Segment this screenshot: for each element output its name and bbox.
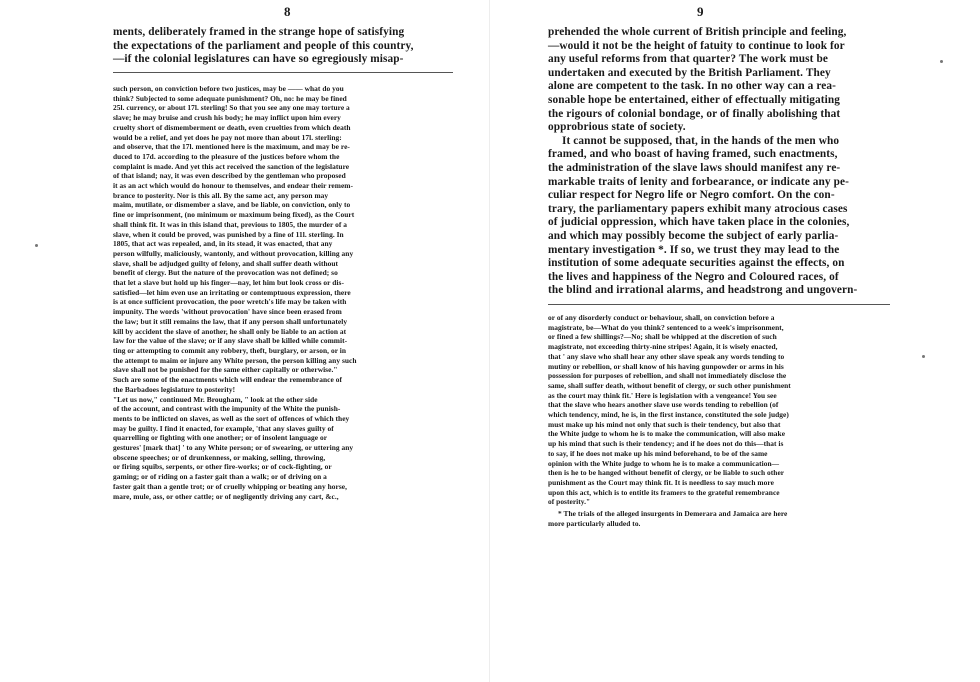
footnote-line: opinion with the White judge to whom he is to make a communication— (548, 458, 780, 468)
footnote-line: that the slave who hears another slave use words tending to rebellion (of (548, 400, 779, 410)
footnote-line: impunity. The words 'without provocation' have since been erased from (113, 307, 342, 317)
text-line: framed, and who boast of having framed, such enactments, (548, 148, 838, 161)
text-line: any useful reforms from that quarter? The work must be (548, 53, 828, 66)
footnote-line: slave, shall be adjudged guilty of felony, and shall suffer death without (113, 258, 339, 268)
footnote-line: complaint is made. And yet this act received the sanction of the legislature (113, 161, 350, 171)
text-line: the blind and irrational alarms, and headstrong and ungovern- (548, 284, 858, 297)
footnote-line: 25l. currency, or about 17l. sterling! So that you see any one may torture a (113, 103, 350, 113)
footnote-line: fine or imprisonment, (no minimum or maximum being fixed), as the Court (113, 210, 355, 220)
left-footnote-text (113, 84, 458, 501)
footnote-line: ting or attempting to commit any robbery, theft, burglary, or arson, or in (113, 345, 347, 355)
footnote-line: slave shall not be punished for the same either capitally or otherwise." (113, 365, 338, 375)
footnote-line: the law; but it still remains the law, that if any person shall unfortunately (113, 316, 348, 326)
footnote-line: as the court may think fit.' Here is legislation with a vengeance! You see (548, 390, 777, 400)
footnote-line: ments to be inflicted on slaves, as well as the sort of offences of which they (113, 413, 350, 423)
footnote-line: brance to posterity. Nor is this all. By the same act, any person may (113, 190, 329, 200)
footnote-line: mare, mule, ass, or other cattle; or of negligently driving any cart, &c., (113, 491, 339, 501)
footnote-line: faster gait than a gentle trot; or of cruelly whipping or beating any horse, (113, 481, 347, 491)
footnote-line: to say, if he does not make up his mind beforehand, to be of the same (548, 448, 768, 458)
text-line: undertaken and executed by the British Parliament. They (548, 66, 831, 79)
footnote-line: punishment as the Court may think fit. It is needless to say much more (548, 477, 774, 487)
footnote-line: of posterity." (548, 497, 591, 507)
footnote-divider (548, 304, 890, 305)
footnote-line: would be a relief, and yet does he pay not more than about 17l. sterling: (113, 132, 342, 142)
footnote-line: "Let us now," continued Mr. Brougham, " look at the other side (113, 394, 318, 404)
text-line: the expectations of the parliament and people of this country, (113, 39, 414, 52)
speck-mark (940, 60, 943, 63)
footnote-line: of the account, and contrast with the impunity of the White the punish- (113, 404, 341, 414)
footnote-line: Such are some of the enactments which will endear the remembrance of (113, 375, 342, 385)
footnote-line: which tendency, mind, he is, in the first instance, constituted the sole judge) (548, 410, 789, 420)
text-line: the administration of the slave laws should manifest any re- (548, 161, 841, 174)
footnote-line: duced to 17d. according to the pleasure of the justices before whom the (113, 151, 340, 161)
footnote-line: then is he to be hanged without benefit of clergy, or be liable to such other (548, 468, 785, 478)
footnote-line: must make up his mind not only that such is their tendency, but also that (548, 419, 781, 429)
text-line: opprobrious state of society. (548, 121, 686, 134)
footnote-line: or firing squibs, serpents, or other fire-works; or of cock-fighting, or (113, 462, 332, 472)
footnote-line: magistrate, not exceeding thirty-nine stripes! Again, it is wisely enacted, (548, 342, 778, 352)
text-line: —would it not be the height of fatuity to continue to look for (548, 39, 845, 52)
page-number-left: 8 (284, 4, 291, 19)
footnote-line: is at once sufficient provocation, the poor wretch's life may be taken with (113, 297, 347, 307)
text-line: of judicial oppression, which have taken place in the colonies, (548, 216, 850, 229)
right-footnote-text (548, 313, 893, 528)
right-page (490, 0, 980, 682)
footnote-line: obscene speeches; or of drunkenness, or making, selling, throwing, (113, 452, 326, 462)
text-line: culiar respect for Negro life or Negro comfort. On the con- (548, 189, 835, 202)
footnote-line: that let a slave but hold up his finger—nay, let him but look cross or dis- (113, 278, 344, 288)
right-main-text (548, 26, 893, 298)
footnote-line: that ' any slave who shall hear any other slave speak any words tending to (548, 351, 785, 361)
footnote-line: the White judge to whom he is to make the communication, will also make (548, 429, 786, 439)
footnote-line: benefit of clergy. But the nature of the provocation was not defined; so (113, 268, 338, 278)
footnote-line: such person, on conviction before two justices, may be —— what do you (113, 84, 344, 93)
footnote-line: slave; he may bruise and crush his body; he may inflict upon him every (113, 113, 341, 123)
footnote-line: cruelty short of dismemberment or death, even cruelties from which death (113, 122, 351, 132)
footnote-line: satisfied—let him even use an irritating or contemptuous expression, there (113, 287, 351, 297)
text-line: ments, deliberately framed in the strange hope of satisfying (113, 26, 405, 38)
text-line: —if the colonial legislatures can have so egregiously misap- (113, 53, 404, 66)
page-number-right: 9 (697, 4, 704, 19)
footnote-line: shall think fit. It was in this island that, previous to 1805, the murder of a (113, 219, 347, 229)
footnote-line: quarrelling or fighting with one another; or of insolent language or (113, 433, 328, 443)
text-line: the rigours of colonial bondage, or of finally abolishing that (548, 107, 841, 120)
text-line: markable traits of lenity and forbearance, or indicate any pe- (548, 175, 849, 188)
speck-mark (35, 244, 38, 247)
footnote-line: slave, when it could be proved, was punished by a fine of 11l. sterling. In (113, 229, 344, 239)
speck-mark (922, 355, 925, 358)
text-line: sonable hope be entertained, either of effectually mitigating (548, 93, 841, 106)
left-main-text (113, 26, 458, 67)
text-line: prehended the whole current of British principle and feeling, (548, 26, 847, 38)
footnote-line: 1805, that act was repealed, and, in its stead, it was enacted, that any (113, 239, 333, 249)
footnote-line: kill by accident the slave of another, he shall only be liable to an action at (113, 326, 347, 336)
footnote-line: * The trials of the alleged insurgents in Demerara and Jamaica are here (558, 509, 788, 519)
text-line: institution of some adequate securities against the effects, on (548, 257, 845, 270)
footnote-line: and observe, that the 17l. mentioned here is the maximum, and may be re- (113, 142, 350, 152)
footnote-line: up his mind that such is their tendency; and if he does not do this—that is (548, 439, 784, 449)
text-line: It cannot be supposed, that, in the hands of the men who (562, 134, 840, 147)
footnote-divider (113, 72, 453, 73)
footnote-line: mutiny or rebellion, or shall know of his having gunpowder or arms in his (548, 361, 784, 371)
footnote-line: upon this act, which is to entitle its framers to the grateful remembrance (548, 487, 780, 497)
footnote-line: gestures' [mark that] ' to any White person; or of swearing, or uttering any (113, 443, 354, 453)
footnote-line: maim, mutilate, or dismember a slave, and be liable, on conviction, only to (113, 200, 351, 210)
footnote-line: or fined a few shillings?—No; shall be whipped at the discretion of such (548, 332, 777, 342)
footnote-line: person wilfully, maliciously, wantonly, and without provocation, killing any (113, 248, 354, 258)
footnote-line: of that island; nay, it was even described by the gentleman who proposed (113, 171, 346, 181)
footnote-line: the Barbadoes legislature to posterity! (113, 384, 236, 394)
footnote-line: think? Subjected to some adequate punishment? Oh, no: he may be fined (113, 93, 347, 103)
footnote-line: or of any disorderly conduct or behaviour, shall, on conviction before a (548, 313, 775, 322)
text-line: trary, the parliamentary papers exhibit many atrocious cases (548, 202, 848, 215)
footnote-line: same, shall suffer death, without benefit of clergy, or such other punishment (548, 380, 791, 390)
footnote-line: magistrate, be—What do you think? sentenced to a week's imprisonment, (548, 322, 784, 332)
footnote-line: more particularly alluded to. (548, 518, 641, 528)
text-line: and which may possibly become the subject of early parlia- (548, 229, 839, 242)
footnote-line: may be guilty. I find it enacted, for example, 'that any slaves guilty of (113, 423, 334, 433)
text-line: mentary investigation *. If so, we trust they may lead to the (548, 243, 840, 256)
text-line: the lives and happiness of the Negro and Coloured races, of (548, 270, 839, 283)
footnote-line: law for the value of the slave; or if any slave shall be killed while commit- (113, 336, 348, 346)
footnote-line: the attempt to maim or injure any White person, the person killing any such (113, 355, 357, 365)
footnote-line: possession for purposes of rebellion, and shall not immediately disclose the (548, 371, 787, 381)
footnote-line: it as an act which would do honour to themselves, and endear their remem- (113, 181, 354, 191)
text-line: alone are competent to the task. In no other way can a rea- (548, 80, 836, 93)
footnote-line: gaming; or of riding on a faster gait than a walk; or of driving on a (113, 472, 327, 482)
